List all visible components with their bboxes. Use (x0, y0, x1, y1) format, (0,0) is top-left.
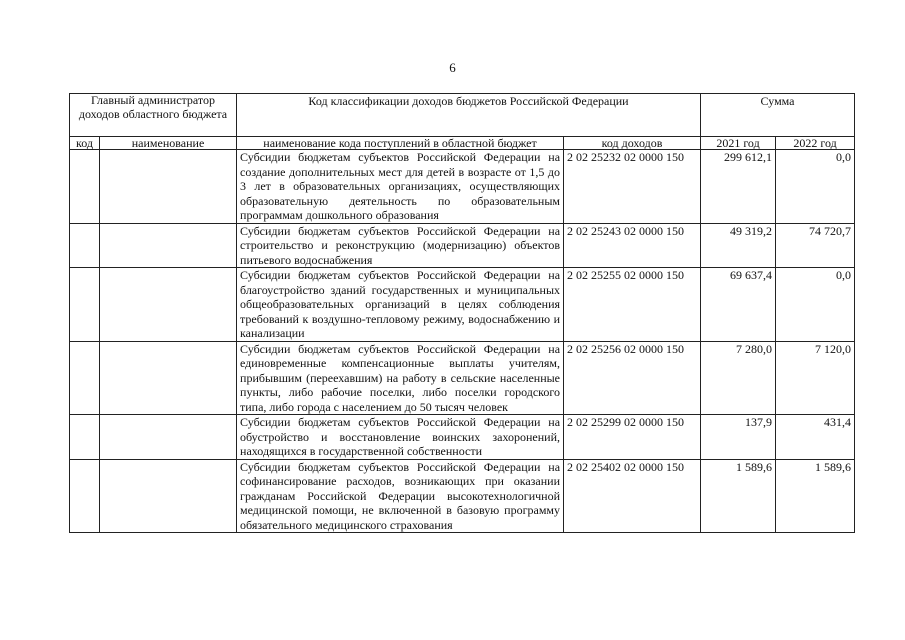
amount-2021: 49 319,2 (701, 223, 776, 268)
admin-code-cell (70, 223, 100, 268)
table-row (70, 223, 855, 268)
table-row (70, 415, 855, 460)
income-description: Субсидии бюджетам субъектов Российской Федерации на создание дополнительных мест для детей в возрасте от 1,5 до 3 лет в образовательных организациях, осуществляющих образовательную деятельность по образовательным программам дошкольного образования (237, 150, 564, 224)
admin-name-cell (100, 150, 237, 224)
header-sum-group: Сумма (701, 94, 855, 137)
admin-code-cell (70, 459, 100, 533)
header-col-2021: 2021 год (701, 137, 776, 150)
table-row (70, 268, 855, 342)
income-description: Субсидии бюджетам субъектов Российской Федерации на благоустройство зданий государственных и муниципальных общеобразовательных организаций в целях соблюдения требований к воздушно-тепловому режиму, водоснабжению и канализации (237, 268, 564, 342)
admin-code-cell (70, 415, 100, 460)
admin-name-cell (100, 268, 237, 342)
amount-2021: 299 612,1 (701, 150, 776, 224)
admin-code-cell (70, 341, 100, 415)
amount-2022: 74 720,7 (776, 223, 855, 268)
table-row (70, 150, 855, 224)
admin-name-cell (100, 341, 237, 415)
amount-2021: 137,9 (701, 415, 776, 460)
admin-code-cell (70, 150, 100, 224)
amount-2022: 0,0 (776, 150, 855, 224)
admin-code-cell (70, 268, 100, 342)
table-row (70, 459, 855, 533)
header-col-code: код (70, 137, 100, 150)
amount-2021: 1 589,6 (701, 459, 776, 533)
income-description: Субсидии бюджетам субъектов Российской Федерации на строительство и реконструкцию (модернизацию) объектов питьевого водоснабжения (237, 223, 564, 268)
amount-2022: 431,4 (776, 415, 855, 460)
page-number: 6 (449, 60, 456, 75)
header-row-2 (70, 137, 855, 150)
header-col-name: наименование (100, 137, 237, 150)
income-code: 2 02 25299 02 0000 150 (564, 415, 701, 460)
income-description: Субсидии бюджетам субъектов Российской Федерации на обустройство и восстановление воинских захоронений, находящихся в государственной собственности (237, 415, 564, 460)
admin-name-cell (100, 459, 237, 533)
header-col-income-code: код доходов (564, 137, 701, 150)
income-code: 2 02 25232 02 0000 150 (564, 150, 701, 224)
amount-2022: 1 589,6 (776, 459, 855, 533)
table-row (70, 341, 855, 415)
admin-name-cell (100, 223, 237, 268)
income-code: 2 02 25243 02 0000 150 (564, 223, 701, 268)
income-description: Субсидии бюджетам субъектов Российской Федерации на единовременные компенсационные выплаты учителям, прибывшим (переехавшим) на работу в сельские населенные пункты, либо рабочие поселки, либо поселки городского типа, либо города с населением до 50 тысяч человек (237, 341, 564, 415)
header-col-income-name: наименование кода поступлений в областной бюджет (237, 137, 564, 150)
header-col-2022: 2022 год (776, 137, 855, 150)
header-row-1 (70, 94, 855, 137)
income-code: 2 02 25255 02 0000 150 (564, 268, 701, 342)
header-classification-group: Код классификации доходов бюджетов Российской Федерации (237, 94, 701, 137)
admin-name-cell (100, 415, 237, 460)
income-code: 2 02 25402 02 0000 150 (564, 459, 701, 533)
amount-2021: 7 280,0 (701, 341, 776, 415)
revenue-table (69, 93, 855, 533)
income-code: 2 02 25256 02 0000 150 (564, 341, 701, 415)
amount-2022: 0,0 (776, 268, 855, 342)
amount-2021: 69 637,4 (701, 268, 776, 342)
header-admin-group: Главный администратор доходов областного бюджета (70, 94, 237, 137)
amount-2022: 7 120,0 (776, 341, 855, 415)
income-description: Субсидии бюджетам субъектов Российской Федерации на софинансирование расходов, возникающих при оказании гражданам Российской Федерации высокотехнологичной медицинской помощи, не включенной в базовую программу обязательного медицинского страхования (237, 459, 564, 533)
